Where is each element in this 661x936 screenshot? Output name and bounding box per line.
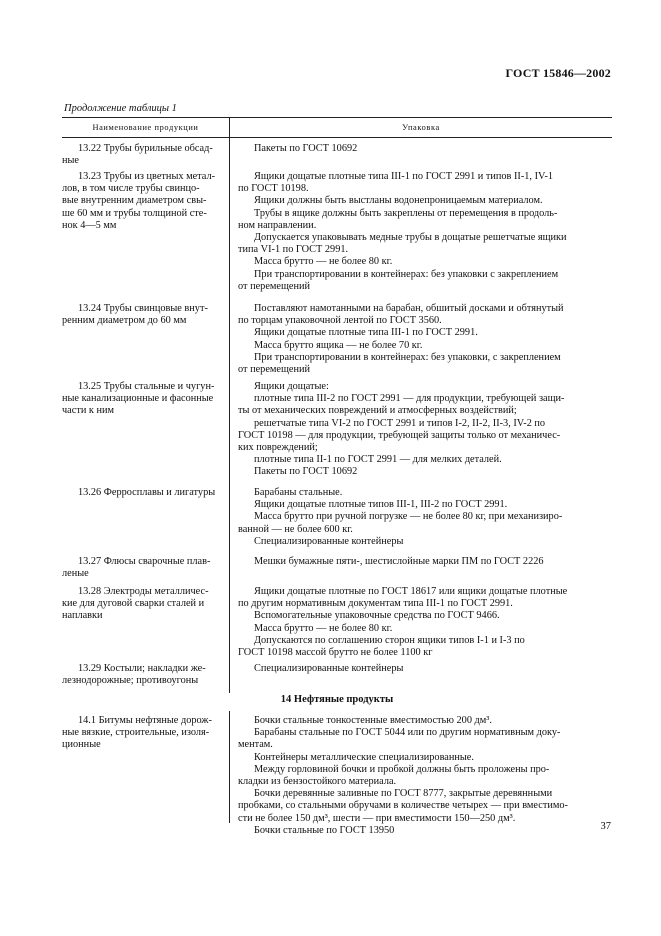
product-name: 13.26 Ферросплавы и лигатуры: [78, 487, 216, 498]
product-name: 13.28 Электроды металличес- кие для дуговой сварки сталей и наплавки: [62, 586, 209, 622]
column-divider: [229, 136, 230, 693]
product-name: 13.24 Трубы свинцовые внут- ренним диаметром до 60 мм: [62, 303, 208, 327]
packaging-text: Пакеты по ГОСТ 10692: [254, 143, 358, 154]
page-number: 37: [600, 821, 611, 832]
packaging-text: Ящики дощатые: плотные типа III-2 по ГОСТ 2991 — для продукции, требующей защи- ты от механических повреждений и атмосферных воздействий; решетчатые типа VI-2 по ГОСТ 2991 и типов I-2, II-2, II-3, IV-2 по ГОСТ 10198 — для продукции, требующей защиты только от механичес- ких повреждений; плотные типа II-1 по ГОСТ 2991 — для мелких деталей. Пакеты по ГОСТ 10692: [238, 381, 565, 478]
table-continuation-label: Продолжение таблицы 1: [64, 103, 177, 114]
product-name: 13.23 Трубы из цветных метал- лов, в том числе трубы свинцо- вые внутренним диаметром свы- ше 60 мм и трубы толщиной сте- нок 4—5 мм: [62, 171, 216, 231]
packaging-text: Специализированные контейнеры: [254, 663, 404, 674]
packaging-text: Барабаны стальные. Ящики дощатые плотные типов III-1, III-2 по ГОСТ 2991. Масса брутто при ручной погрузке — не более 80 кг, при механизиро- ванной — не более 600 кг. Специализированные контейнеры: [238, 487, 563, 547]
column-header-product: Наименование продукции: [92, 123, 199, 132]
product-name: 13.29 Костыли; накладки же- лезнодорожные; противоугоны: [62, 663, 206, 687]
product-name: 13.27 Флюсы сварочные плав- леные: [62, 556, 211, 580]
packaging-text: Ящики дощатые плотные типа III-1 по ГОСТ 2991 и типов II-1, IV-1 по ГОСТ 10198. Ящики должны быть выстланы водонепроницаемым материалом. Трубы в ящике должны быть закреплены от перемещения в продоль- ном направлении. Допускается упаковывать медные трубы в дощатые решетчатые ящики типа VI-1 по ГОСТ 2991. Масса брутто — не более 80 кг. При транспортировании в контейнерах: без упаковки с закреплением от перемещений: [238, 171, 567, 292]
product-name: 13.22 Трубы бурильные обсад- ные: [62, 143, 213, 167]
packaging-text: Мешки бумажные пяти-, шестислойные марки ПМ по ГОСТ 2226: [254, 556, 544, 567]
packaging-text: Ящики дощатые плотные по ГОСТ 18617 или ящики дощатые плотные по другим нормативным документам типа III-1 по ГОСТ 2991. Вспомогательные упаковочные средства по ГОСТ 9466. Масса брутто — не более 80 кг. Допускаются по соглашению сторон ящики типов I-1 и I-3 по ГОСТ 10198 массой брутто не более 1100 кг: [238, 586, 568, 659]
table-header: [62, 117, 612, 138]
header-divider: [229, 117, 230, 136]
product-name: 14.1 Битумы нефтяные дорож- ные вязкие, строительные, изоля- ционные: [62, 715, 212, 751]
document-code: ГОСТ 15846—2002: [505, 66, 611, 80]
product-name: 13.25 Трубы стальные и чугун- ные канализационные и фасонные части к ним: [62, 381, 215, 417]
packaging-text: Поставляют намотанными на барабан, обшитый досками и обтянутый по торцам упаковочной лентой по ГОСТ 3560. Ящики дощатые плотные типа III-1 по ГОСТ 2991. Масса брутто ящика — не более 70 кг. При транспортировании в контейнерах: без упаковки, с закреплением от перемещений: [238, 303, 564, 376]
column-header-packaging: Упаковка: [402, 123, 440, 132]
packaging-text: Бочки стальные тонкостенные вместимостью 200 дм³. Барабаны стальные по ГОСТ 5044 или по другим нормативным доку- ментам. Контейнеры металлические специализированные. Между горловиной бочки и пробкой должны быть проложены про- кладки из бензостойкого материала. Бочки деревянные заливные по ГОСТ 8777, закрытые деревянными пробками, со стальными обручами в количестве четырех — при вместимо- сти не более 150 дм³, шести — при вместимости 150—250 дм³. Бочки стальные по ГОСТ 13950: [238, 715, 568, 836]
column-divider-section: [229, 711, 230, 823]
section-heading: 14 Нефтяные продукты: [280, 694, 394, 705]
